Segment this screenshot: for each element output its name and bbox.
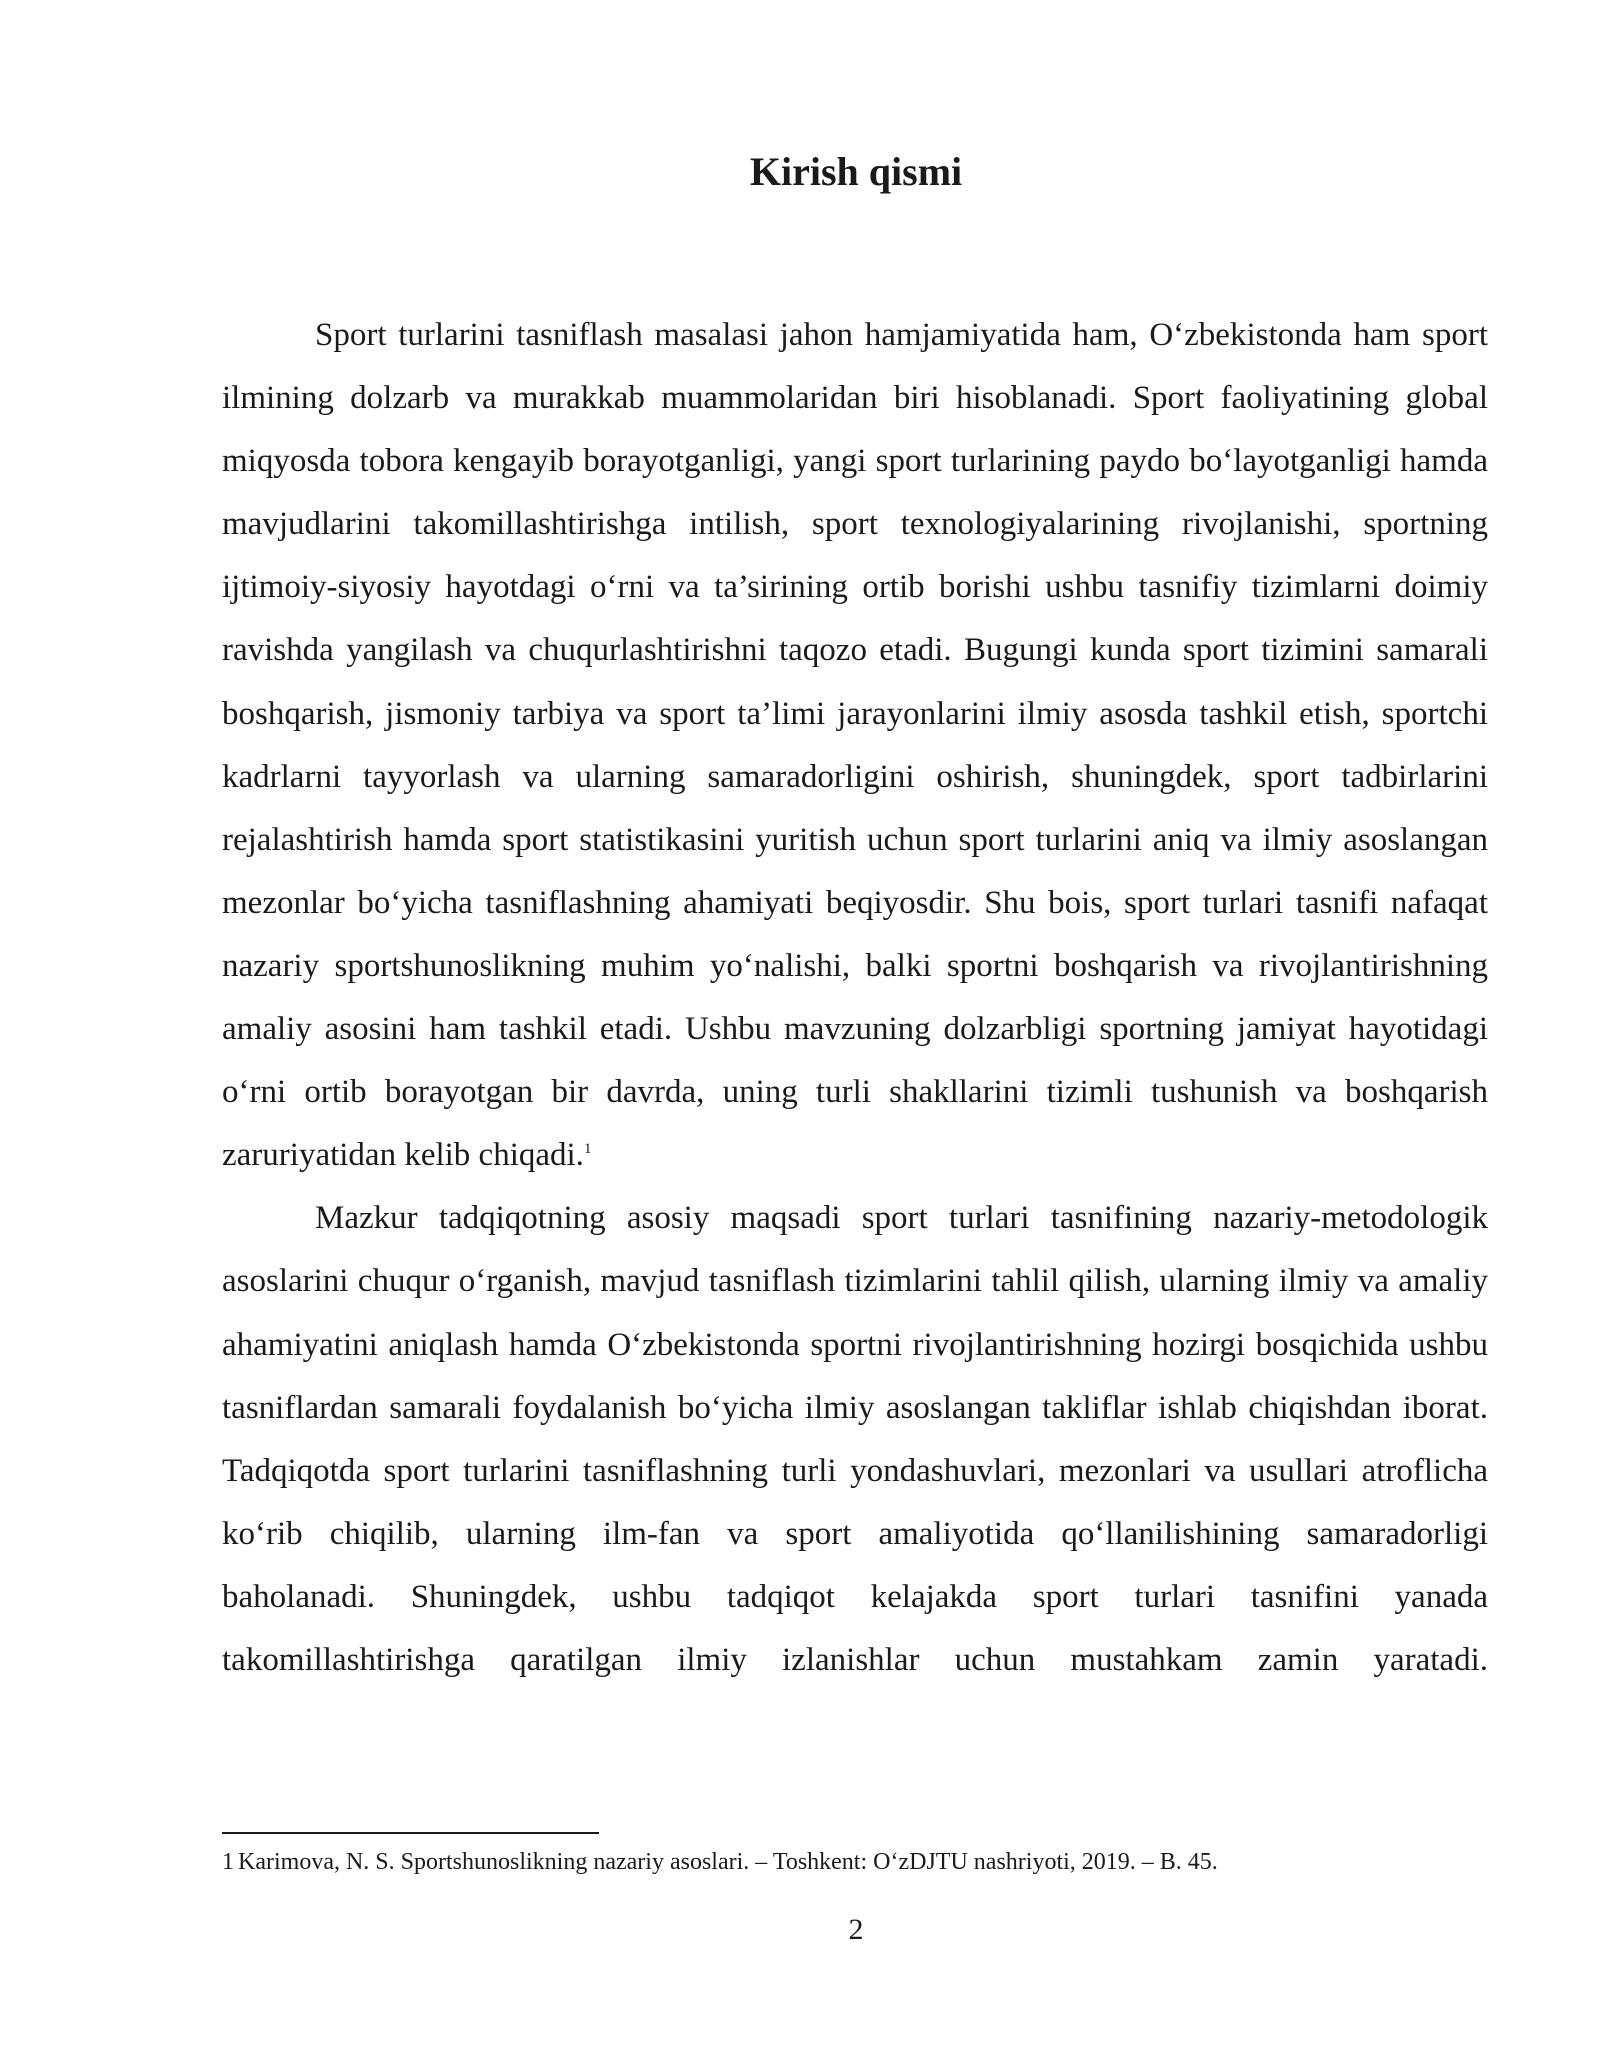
footnote-separator	[222, 1832, 599, 1834]
page-number: 2	[848, 1913, 864, 1946]
paragraph-1	[222, 304, 1488, 1187]
body-text	[222, 304, 1488, 1692]
footnote-number: 1	[222, 1849, 234, 1875]
footnote-reference[interactable]: 1	[583, 1141, 592, 1158]
footnote-text: Karimova, N. S. Sportshunoslikning nazariy asoslari. – Toshkent: O‘zDJTU nashriyoti, 2019. – B. 45.	[238, 1849, 1218, 1875]
footnote	[222, 1846, 1488, 1878]
section-title: Kirish qismi	[749, 149, 963, 194]
paragraph-1-text: Sport turlarini tasniflash masalasi jahon hamjamiyatida ham, O‘zbekistonda ham sport ilmining dolzarb va murakkab muammolaridan biri hisoblanadi. Sport faoliyatining global miqyosda tobora kengayib borayotganligi, yangi sport turlarining paydo bo‘layotganligi hamda mavjudlarini takomillashtirishga intilish, sport texnologiyalarining rivojlanishi, sportning ijtimoiy-siyosiy hayotdagi o‘rni va ta’sirining ortib borishi ushbu tasnifiy tizimlarni doimiy ravishda yangilash va chuqurlashtirishni taqozo etadi. Bugungi kunda sport tizimini samarali boshqarish, jismoniy tarbiya va sport ta’limi jarayonlarini ilmiy asosda tashkil etish, sportchi kadrlarni tayyorlash va ularning samaradorligini oshirish, shuningdek, sport tadbirlarini rejalashtirish hamda sport statistikasini yuritish uchun sport turlarini aniq va ilmiy asoslangan mezonlar bo‘yicha tasniflashning ahamiyati beqiyosdir. Shu bois, sport turlari tasnifi nafaqat nazariy sportshunoslikning muhim yo‘nalishi, balki sportni boshqarish va rivojlantirishning amaliy asosini ham tashkil etadi. Ushbu mavzuning dolzarbligi sportning jamiyat hayotidagi o‘rni ortib borayotgan bir davrda, uning turli shakllarini tizimli tushunish va boshqarish zaruriyatidan kelib chiqadi.	[222, 317, 1488, 1174]
paragraph-2	[222, 1187, 1488, 1692]
paragraph-2-text: Mazkur tadqiqotning asosiy maqsadi sport turlari tasnifining nazariy-metodologik asoslarini chuqur o‘rganish, mavjud tasniflash tizimlarini tahlil qilish, ularning ilmiy va amaliy ahamiyatini aniqlash hamda O‘zbekistonda sportni rivojlantirishning hozirgi bosqichida ushbu tasniflardan samarali foydalanish bo‘yicha ilmiy asoslangan takliflar ishlab chiqishdan iborat. Tadqiqotda sport turlarini tasniflashning turli yondashuvlari, mezonlari va usullari atroflicha ko‘rib chiqilib, ularning ilm-fan va sport amaliyotida qo‘llanilishining samaradorligi baholanadi. Shuningdek, ushbu tadqiqot kelajakda sport turlari tasnifini yanada takomillashtirishga qaratilgan ilmiy izlanishlar uchun mustahkam zamin yaratadi.	[222, 1200, 1488, 1678]
